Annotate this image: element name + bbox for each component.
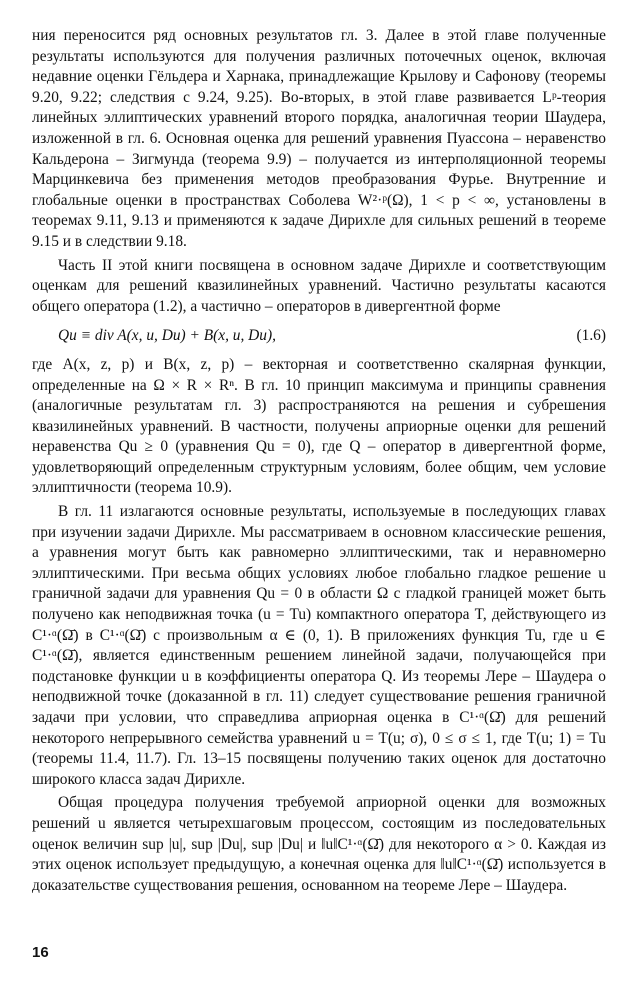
equation-number: (1.6) [576,327,606,345]
page-number: 16 [32,944,49,961]
paragraph-chapter-11: В гл. 11 излагаются основные результаты, используемые в последующих главах при изучении задачи Дирихле. Мы рассматриваем в основном классические решения, а уравнения могут быть как равномерно эллиптическими, так и неравномерно эллиптическими. При весьма общих условиях любое глобально гладкое решение u граничной задачи для уравнения Qu = 0 в области Ω с гладкой границей может быть получено как неподвижная точка (u = Tu) компактного оператора T, действующего из C¹·ᵅ(Ω̄) в C¹·ᵅ(Ω̄) с произвольным α ∈ (0, 1). В приложениях функция Tu, где u ∈ C¹·ᵅ(Ω̄), является единственным решением линейной задачи, получающейся при подстановке функции u в коэффициенты оператора Q. Из теоремы Лере – Шаудера о неподвижной точке (доказанной в гл. 11) следует существование решения граничной задачи при условии, что справедлива априорная оценка в C¹·ᵅ(Ω̄) для решений некоторого непрерывного семейства уравнений u = T(u; σ), 0 ≤ σ ≤ 1, где T(u; 1) = Tu (теоремы 11.4, 11.7). Гл. 13–15 посвящены получению таких оценок для достаточно широкого класса задач Дирихле. [32,503,606,788]
equation-1-6 [32,326,606,347]
equation-expression: Qu ≡ div A(x, u, Du) + B(x, u, Du), [58,327,276,345]
paragraph-general-procedure: Общая процедура получения требуемой априорной оценки для возможных решений u является четырехшаговым процессом, состоящим из последовательных оценок величин sup |u|, sup |Du|, sup |Du| и ‖u‖C¹·ᵅ(Ω̄) для некоторого α > 0. Каждая из этих оценок использует предыдущую, а конечная оценка для ‖u‖C¹·ᵅ(Ω̄) используется в доказательстве существования решения, основанном на теореме Лере – Шаудера. [32,794,606,894]
body-text [32,26,606,896]
paragraph-continuation: ния переносится ряд основных результатов гл. 3. Далее в этой главе полученные результаты используются для получения различных поточечных оценок, включая недавние оценки Гёльдера и Харнака, принадлежащие Крылову и Сафонову (теоремы 9.20, 9.22; следствия с 9.24, 9.25). Во-вторых, в этой главе развивается Lᵖ-теория линейных эллиптических уравнений второго порядка, аналогичная теории Шаудера, изложенной в гл. 6. Основная оценка для решений уравнения Пуассона – неравенство Кальдерона – Зигмунда (теорема 9.9) – получается из интерполяционной теоремы Марцинкевича без применения методов преобразования Фурье. Внутренние и глобальные оценки в пространствах Соболева W²·ᵖ(Ω), 1 < p < ∞, установлены в теоремах 9.11, 9.13 и применяются к задаче Дирихле для сильных решений в теореме 9.15 и в следствии 9.18. [32,27,606,250]
paragraph-part-two: Часть II этой книги посвящена в основном задаче Дирихле и соответствующим оценкам для решений квазилинейных уравнений. Частично результаты касаются общего оператора (1.2), а частично – операторов в дивергентной форме [32,256,606,315]
paragraph-vector-functions: где A(x, z, p) и B(x, z, p) – векторная и соответственно скалярная функции, определенные на Ω × R × Rⁿ. В гл. 10 принцип максимума и принципы сравнения (аналогичные результатам гл. 3) распространяются на решения и субрешения квазилинейных уравнений. В частности, получены априорные оценки для решений неравенства Qu ≥ 0 (уравнения Qu = 0), где Q – оператор в дивергентной форме, удовлетворяющий определенным структурным условиям, более общим, чем условие эллиптичности (теорема 10.9). [32,355,606,497]
